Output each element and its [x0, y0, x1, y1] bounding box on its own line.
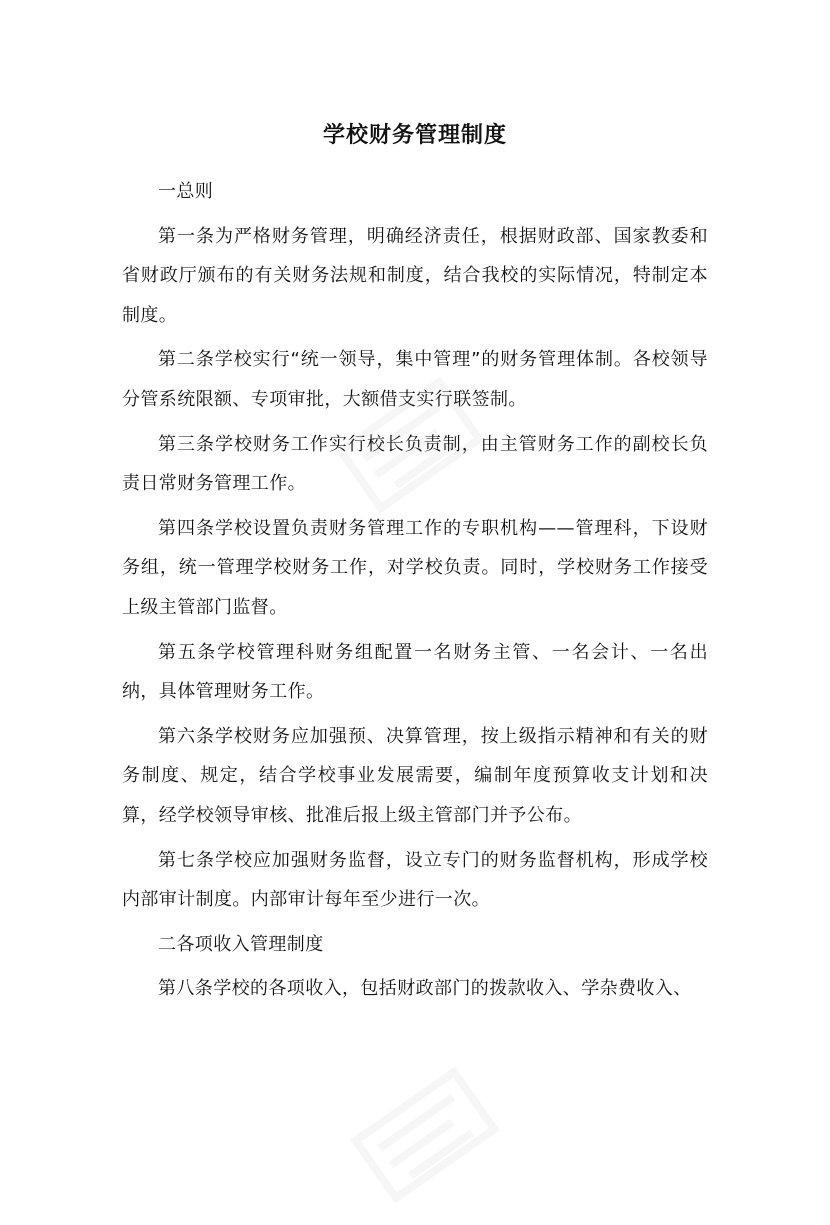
section-heading-general: 一总则 [158, 181, 214, 202]
article-5: 第五条学校管理科财务组配置一名财务主管、一名会计、一名出纳，具体管理财务工作。 [122, 641, 708, 703]
article-8: 第八条学校的各项收入，包括财政部门的拨款收入、学杂费收入、 [158, 978, 692, 1000]
article-4: 第四条学校设置负责财务管理工作的专职机构——管理科，下设财务组，统一管理学校财务工作，对学校负责。同时，学校财务工作接受上级主管部门监督。 [122, 517, 708, 618]
watermark-logo-bottom [335, 1045, 515, 1225]
article-1: 第一条为严格财务管理，明确经济责任，根据财政部、国家教委和省财政厅颁布的有关财务法规和制度，结合我校的实际情况，特制定本制度。 [122, 225, 708, 326]
article-3: 第三条学校财务工作实行校长负责制，由主管财务工作的副校长负责日常财务管理工作。 [122, 433, 708, 495]
document-body [122, 172, 708, 1009]
document-title: 学校财务管理制度 [322, 123, 507, 148]
section-heading-income: 二各项收入管理制度 [158, 933, 324, 955]
article-2: 第二条学校实行“统一领导，集中管理”的财务管理体制。各校领导分管系统限额、专项审批，大额借支实行联签制。 [122, 349, 708, 410]
article-7: 第七条学校应加强财务监督，设立专门的财务监督机构，形成学校内部审计制度。内部审计每年至少进行一次。 [122, 849, 708, 911]
article-6: 第六条学校财务应加强预、决算管理，按上级指示精神和有关的财务制度、规定，结合学校事业发展需要，编制年度预算收支计划和决算，经学校领导审核、批准后报上级主管部门并予公布。 [122, 725, 708, 826]
